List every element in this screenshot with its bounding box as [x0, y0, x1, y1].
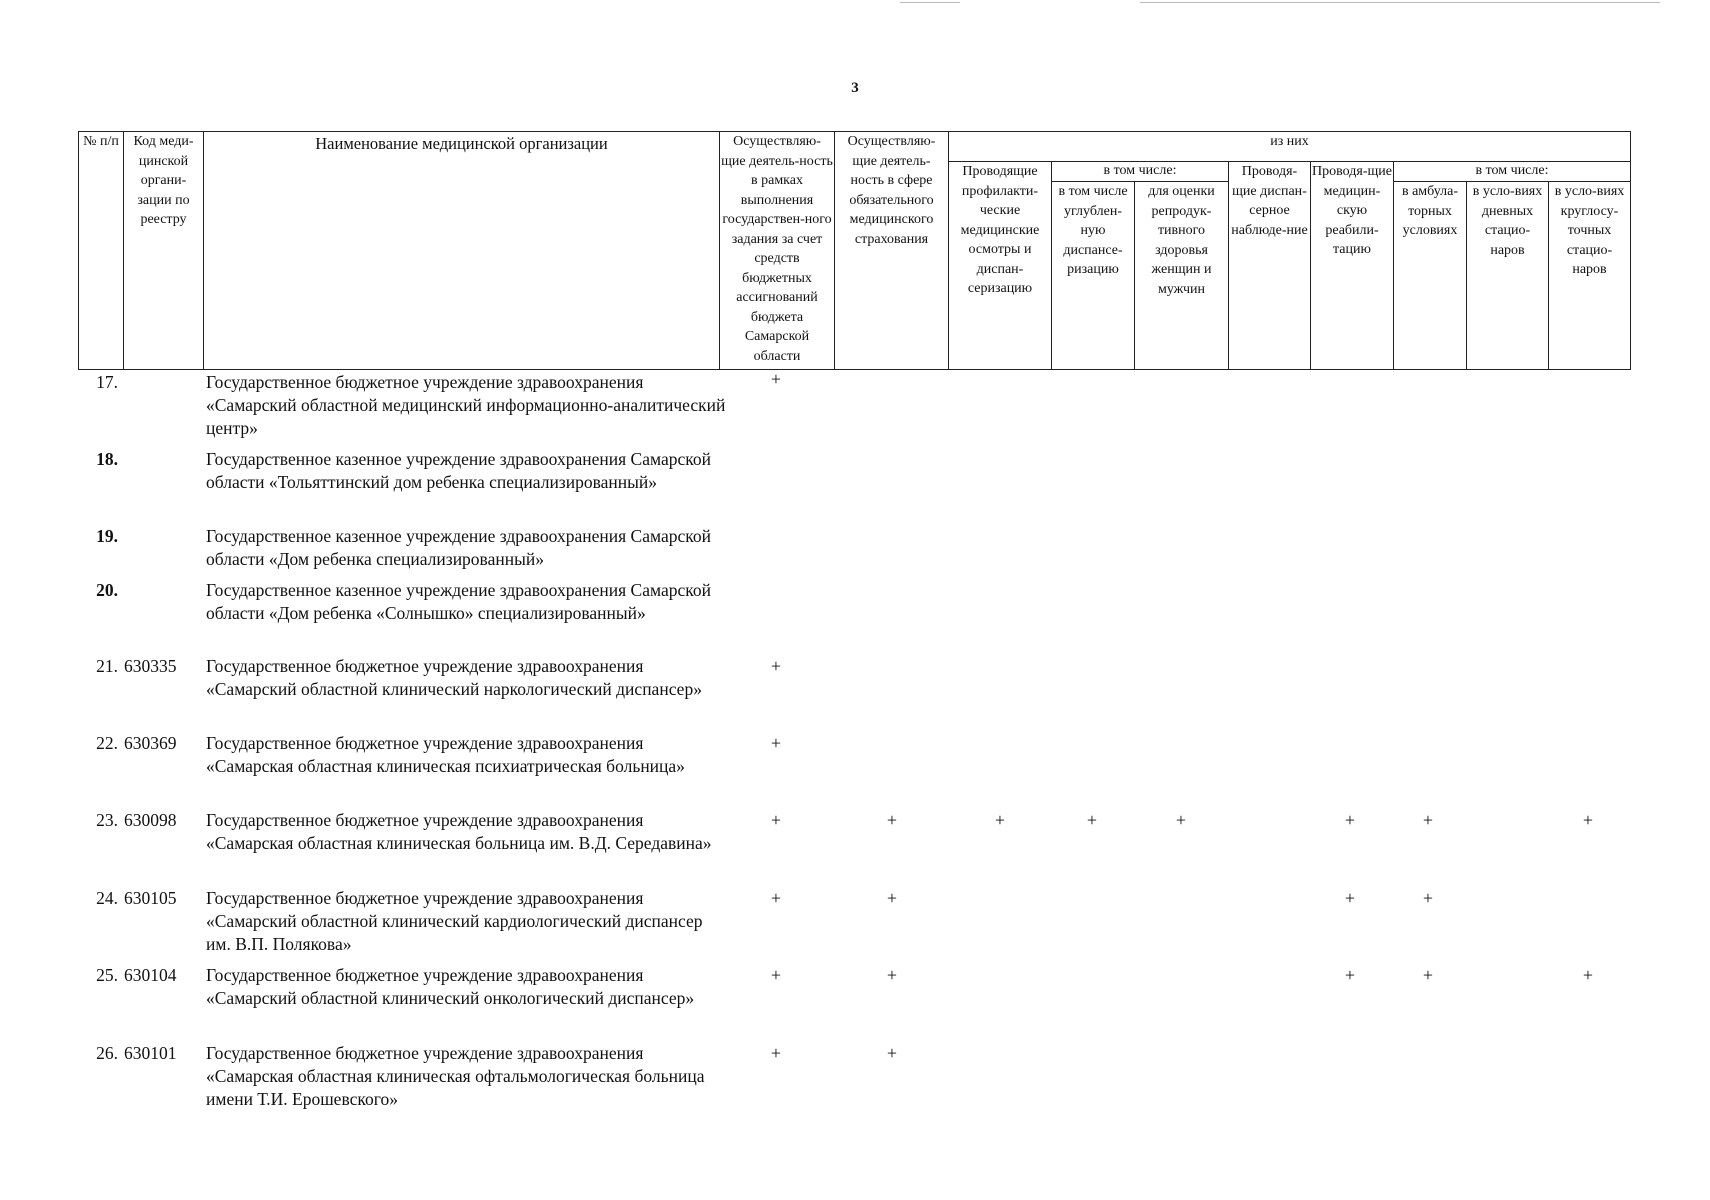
- mark-amb: +: [1422, 810, 1434, 830]
- header-col-oms: Осуществляю-щие деятель-ность в сфере обязательного медицинского страхования: [835, 132, 949, 370]
- row-number: 26.: [96, 1043, 118, 1063]
- row-name: Государственное бюджетное учреждение здравоохранения «Самарский областной клинический онкологический диспансер»: [206, 965, 695, 1008]
- page-number: 3: [851, 80, 859, 96]
- row-code: 630335: [124, 656, 177, 676]
- row-name: Государственное бюджетное учреждение здравоохранения «Самарская областная клиническая психиатрическая больница»: [206, 733, 685, 776]
- mark-budget: +: [770, 810, 782, 830]
- header-in-that-number-2: в том числе:: [1394, 162, 1631, 182]
- header-col-num: № п/п: [79, 132, 124, 370]
- mark-rehab: +: [1344, 888, 1356, 908]
- row-name: Государственное бюджетное учреждение здравоохранения «Самарский областной медицинский информационно-аналитический центр»: [206, 372, 726, 438]
- header-col-deep: в том числе углублен-ную диспансе-ризацию: [1052, 182, 1135, 370]
- mark-budget: +: [770, 965, 782, 985]
- row-code: 630098: [124, 810, 177, 830]
- table-header: [78, 131, 1631, 370]
- mark-rehab: +: [1344, 810, 1356, 830]
- mark-oms: +: [886, 810, 898, 830]
- row-number: 20.: [96, 580, 118, 600]
- row-name: Государственное казенное учреждение здравоохранения Самарской области «Дом ребенка специализированный»: [206, 526, 711, 569]
- mark-budget: +: [770, 369, 782, 389]
- mark-round: +: [1582, 965, 1594, 985]
- row-name: Государственное бюджетное учреждение здравоохранения «Самарская областная клиническая больница им. В.Д. Середавина»: [206, 810, 712, 853]
- row-number: 17.: [96, 372, 118, 392]
- mark-oms: +: [886, 888, 898, 908]
- mark-budget: +: [770, 1043, 782, 1063]
- row-name: Государственное казенное учреждение здравоохранения Самарской области «Дом ребенка «Солнышко» специализированный»: [206, 580, 711, 623]
- header-col-day: в усло-виях дневных стацио-наров: [1467, 182, 1549, 370]
- header-col-name: Наименование медицинской организации: [204, 132, 720, 370]
- header-col-rehab: Проводя-щие медицин-скую реабили-тацию: [1311, 162, 1394, 370]
- row-code: 630104: [124, 965, 177, 985]
- header-col-round: в усло-виях круглосу-точных стацио-наров: [1549, 182, 1631, 370]
- mark-oms: +: [886, 965, 898, 985]
- row-code: 630101: [124, 1043, 177, 1063]
- mark-deep: +: [1086, 810, 1098, 830]
- header-in-that-number-1: в том числе:: [1052, 162, 1229, 182]
- row-number: 24.: [96, 888, 118, 908]
- mark-budget: +: [770, 656, 782, 676]
- mark-budget: +: [770, 888, 782, 908]
- mark-budget: +: [770, 733, 782, 753]
- mark-oms: +: [886, 1043, 898, 1063]
- row-number: 22.: [96, 733, 118, 753]
- row-name: Государственное казенное учреждение здравоохранения Самарской области «Тольяттинский дом ребенка специализированный»: [206, 449, 711, 492]
- header-col-prof: Проводящие профилакти-ческие медицинские осмотры и диспан-серизацию: [949, 162, 1052, 370]
- row-number: 21.: [96, 656, 118, 676]
- mark-prof: +: [994, 810, 1006, 830]
- mark-repro: +: [1175, 810, 1187, 830]
- row-number: 18.: [96, 449, 118, 469]
- row-number: 25.: [96, 965, 118, 985]
- row-number: 19.: [96, 526, 118, 546]
- row-name: Государственное бюджетное учреждение здравоохранения «Самарский областной клинический кардиологический диспансер им. В.П. Полякова»: [206, 888, 703, 954]
- header-col-amb: в амбула-торных условиях: [1394, 182, 1467, 370]
- row-code: 630105: [124, 888, 177, 908]
- mark-amb: +: [1422, 888, 1434, 908]
- scan-edge-top: [1140, 2, 1660, 3]
- mark-round: +: [1582, 810, 1594, 830]
- mark-rehab: +: [1344, 965, 1356, 985]
- mark-amb: +: [1422, 965, 1434, 985]
- header-col-code: Код меди-цинской органи-зации по реестру: [124, 132, 204, 370]
- row-code: 630369: [124, 733, 177, 753]
- header-of-them: из них: [949, 132, 1631, 162]
- header-col-repro: для оценки репродук-тивного здоровья женщин и мужчин: [1135, 182, 1229, 370]
- row-name: Государственное бюджетное учреждение здравоохранения «Самарская областная клиническая офтальмологическая больница имени Т.И. Ерошевского»: [206, 1043, 705, 1109]
- header-col-disp: Проводя-щие диспан-серное наблюде-ние: [1229, 162, 1311, 370]
- row-number: 23.: [96, 810, 118, 830]
- scan-edge-top: [900, 2, 960, 3]
- row-name: Государственное бюджетное учреждение здравоохранения «Самарский областной клинический наркологический диспансер»: [206, 656, 702, 699]
- header-col-budget: Осуществляю-щие деятель-ность в рамках выполнения государствен-ного задания за счет средств бюджетных ассигнований бюджета Самарской области: [720, 132, 835, 370]
